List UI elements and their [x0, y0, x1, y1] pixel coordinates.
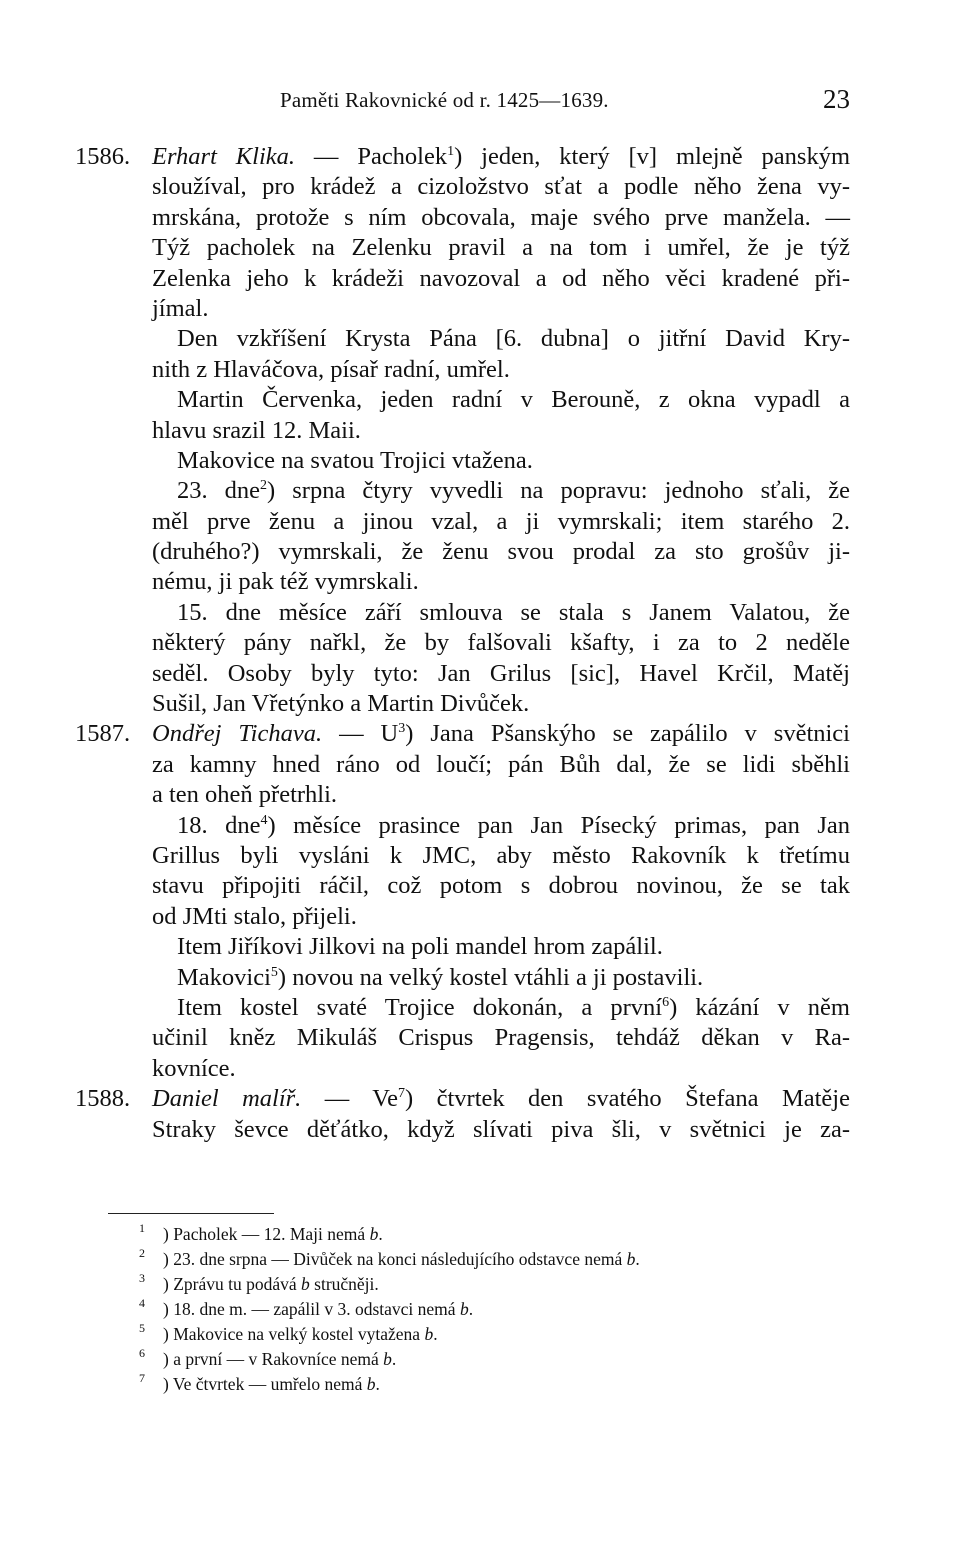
text-run: a ten oheň přetrhli. [152, 781, 338, 809]
text-run: jímal. [152, 294, 209, 322]
footnote-text [163, 1297, 473, 1322]
text-run: ) 18. dne m. — zapálil v 3. odstavci nemá [163, 1299, 460, 1319]
italic-text: Erhart Klika. [152, 143, 296, 170]
text-run: — Pacholek [295, 143, 448, 170]
line-text [177, 963, 703, 993]
text-run: nému, ji pak též vymrskali. [152, 568, 419, 596]
text-run: ) novou na velký kostel vtáhli a ji postavili. [277, 963, 704, 991]
text-run: . [378, 1224, 383, 1244]
text-run: seděl. Osoby byly tyto: Jan Grilus [sic], Havel Krčil, Matěj [152, 659, 850, 687]
line-text [152, 628, 850, 658]
text-line [0, 416, 960, 446]
footnote-ref: 2 [260, 478, 268, 494]
text-line [0, 172, 960, 202]
text-run: ) srpna čtyry vyvedli na popravu: jednoho sťali, že [267, 477, 850, 505]
text-run: . [433, 1324, 438, 1344]
text-run: Sušil, Jan Vřetýnko a Martin Divůček. [152, 690, 530, 718]
line-text [152, 264, 850, 294]
text-run: učinil kněz Mikuláš Crispus Pragensis, tehdáž děkan v Ra- [152, 1024, 850, 1052]
text-run: ) Pacholek — 12. Maji nemá [163, 1224, 370, 1244]
main-text [0, 142, 960, 1145]
text-run: . [468, 1299, 474, 1319]
text-run: hlavu srazil 12. Maii. [152, 416, 361, 444]
text-run: ) a první — v Rakovníce nemá [163, 1349, 384, 1369]
text-line [0, 689, 960, 719]
text-line [0, 203, 960, 233]
page-number: 23 [823, 84, 850, 114]
footnote-ref: 1 [447, 144, 455, 159]
footnote-number: 1 [139, 1221, 145, 1235]
text-run: stavu připojiti ráčil, což potom s dobrou novinou, že se tak [152, 872, 850, 900]
line-text [152, 1054, 236, 1084]
text-line [0, 355, 960, 385]
text-run: 18. dne [177, 811, 261, 839]
text-run: ) měsíce prasince pan Jan Písecký primas, pan Jan [267, 811, 851, 839]
footnote-text [163, 1347, 396, 1372]
text-run: ) jeden, který [v] mlejně panským [454, 143, 850, 170]
footnote-ref: 7 [398, 1086, 406, 1102]
text-run: kovníce. [152, 1054, 236, 1082]
italic-text: b [424, 1324, 434, 1344]
text-line [0, 841, 960, 871]
line-text [152, 871, 850, 901]
italic-text: b [383, 1349, 392, 1369]
year-label: 1587. [75, 720, 131, 748]
text-line [0, 902, 960, 932]
text-line [0, 264, 960, 294]
footnote-text [163, 1372, 380, 1397]
italic-text: Ondřej Tichava. [152, 720, 323, 748]
footnotes [0, 1222, 960, 1397]
line-text [152, 203, 850, 233]
text-line [0, 932, 960, 962]
text-line [0, 1084, 960, 1114]
line-text [152, 537, 850, 567]
line-text [152, 416, 361, 446]
line-text [177, 811, 850, 841]
text-run: . [375, 1374, 380, 1394]
line-text [152, 659, 850, 689]
text-run: ) Jana Pšanskýho se zapálilo v světnici [405, 720, 850, 748]
footnote-number: 5 [139, 1321, 145, 1335]
text-line [0, 233, 960, 263]
line-text [152, 841, 850, 871]
line-text [152, 294, 208, 324]
text-line [0, 628, 960, 658]
text-run: (druhého?) vymrskali, že ženu svou prodal za sto grošův ji- [152, 538, 850, 566]
text-line [0, 598, 960, 628]
text-run: — U [322, 720, 399, 748]
text-line [0, 871, 960, 901]
footnote-number: 6 [139, 1346, 145, 1360]
text-run: ) Makovice na velký kostel vytažena [163, 1324, 425, 1344]
text-run: Zelenka jeho k krádeži navozoval a od něho věci kradené při- [152, 264, 850, 292]
text-line [0, 1023, 960, 1053]
text-run: 15. dne měsíce září smlouva se stala s Janem Valatou, že [177, 598, 850, 626]
italic-text: b [626, 1249, 636, 1269]
footnote-ref: 5 [270, 964, 278, 980]
line-text [152, 507, 850, 537]
text-run: ) Zprávu tu podává [163, 1274, 302, 1294]
italic-text: b [459, 1299, 469, 1319]
text-run: Martin Červenka, jeden radní v Berouně, z okna vypadl a [177, 386, 850, 414]
footnote-number: 3 [139, 1271, 145, 1285]
text-run: Den vzkříšení Krysta Pána [6. dubna] o jitřní David Kry- [177, 325, 850, 353]
text-line [0, 446, 960, 476]
footnote-text [163, 1247, 640, 1272]
line-text [152, 902, 357, 932]
running-header [150, 84, 850, 128]
text-line [0, 719, 960, 749]
text-run: Item Jiříkovi Jilkovi na poli mandel hrom zapálil. [177, 933, 663, 961]
text-line [0, 1115, 960, 1145]
line-text [152, 719, 850, 749]
line-text [177, 993, 850, 1023]
text-run: — Ve [301, 1085, 399, 1113]
text-run: ) Ve čtvrtek — umřelo nemá [163, 1374, 367, 1394]
footnote-text [163, 1272, 379, 1297]
footnote-text [163, 1322, 438, 1347]
text-line [0, 507, 960, 537]
footnote-ref: 3 [398, 721, 406, 737]
text-run: . [635, 1249, 640, 1269]
line-text [152, 567, 419, 597]
line-text [152, 1023, 850, 1053]
line-text [177, 446, 533, 476]
line-text [177, 598, 850, 628]
text-run: Straky ševce děťátko, když slívati piva šli, v světnici je za- [152, 1115, 850, 1143]
text-run: za kamny hned ráno od loučí; pán Bůh dal, že se lidi sběhli [152, 750, 850, 778]
text-line [0, 537, 960, 567]
text-run: měl prve ženu a jinou vzal, a ji vymrskali; item starého 2. [152, 507, 850, 535]
text-line [0, 385, 960, 415]
text-run: nith z Hlaváčova, písař radní, umřel. [152, 355, 510, 383]
line-text [152, 1115, 850, 1145]
year-label: 1588. [75, 1085, 131, 1113]
text-run: sloužíval, pro krádež a cizoložstvo sťat a podle něho žena vy- [152, 173, 850, 201]
line-text [177, 932, 663, 962]
line-text [152, 142, 850, 172]
line-text [152, 355, 510, 385]
text-line [0, 780, 960, 810]
line-text [177, 476, 850, 506]
text-line [0, 1054, 960, 1084]
text-line [0, 567, 960, 597]
text-run: Týž pacholek na Zelenku pravil a na tom i umřel, že je týž [152, 234, 850, 262]
text-run: ) čtvrtek den svatého Štefana Matěje [405, 1085, 850, 1113]
footnote-divider [108, 1213, 274, 1214]
line-text [152, 689, 529, 719]
footnote-ref: 4 [260, 812, 268, 828]
italic-text: Daniel malíř. [152, 1085, 302, 1113]
italic-text: b [369, 1224, 379, 1244]
italic-text: b [366, 1374, 376, 1394]
text-line [0, 963, 960, 993]
text-run: Grillus byli vysláni k JMC, aby město Rakovník k třetímu [152, 841, 850, 869]
text-line [0, 142, 960, 172]
text-run: 23. dne [177, 477, 261, 505]
text-run: některý pány nařkl, že by falšovali kšafty, i za to 2 neděle [152, 629, 850, 657]
line-text [152, 172, 850, 202]
text-line [0, 993, 960, 1023]
text-line [0, 476, 960, 506]
text-run: ) 23. dne srpna — Divůček na konci následujícího odstavce nemá [163, 1249, 627, 1269]
text-line [0, 294, 960, 324]
text-run: ) kázání v něm [669, 993, 850, 1021]
text-run: Item kostel svaté Trojice dokonán, a první [177, 993, 663, 1021]
line-text [177, 324, 850, 354]
footnote-ref: 6 [662, 994, 670, 1010]
text-run: Makovici [177, 963, 271, 991]
text-line [0, 324, 960, 354]
footnote [0, 1372, 960, 1397]
text-line [0, 750, 960, 780]
footnote-number: 4 [139, 1296, 145, 1310]
text-line [0, 811, 960, 841]
italic-text: b [301, 1274, 310, 1294]
footnote-number: 7 [139, 1371, 145, 1385]
text-run: mrskána, protože s ním obcovala, maje svého prve manžela. — [152, 203, 850, 231]
text-run: Makovice na svatou Trojici vtažena. [177, 446, 533, 474]
line-text [152, 1084, 850, 1114]
text-run: stručněji. [309, 1274, 379, 1294]
line-text [177, 385, 850, 415]
header-title: Paměti Rakovnické od r. 1425—1639. [280, 88, 609, 112]
line-text [152, 780, 337, 810]
footnote-text [163, 1222, 383, 1247]
line-text [152, 233, 850, 263]
line-text [152, 750, 850, 780]
text-run: od JMti stalo, přijeli. [152, 902, 357, 930]
text-run: . [391, 1349, 397, 1369]
text-line [0, 659, 960, 689]
year-label: 1586. [75, 143, 131, 170]
footnote-number: 2 [139, 1246, 145, 1260]
